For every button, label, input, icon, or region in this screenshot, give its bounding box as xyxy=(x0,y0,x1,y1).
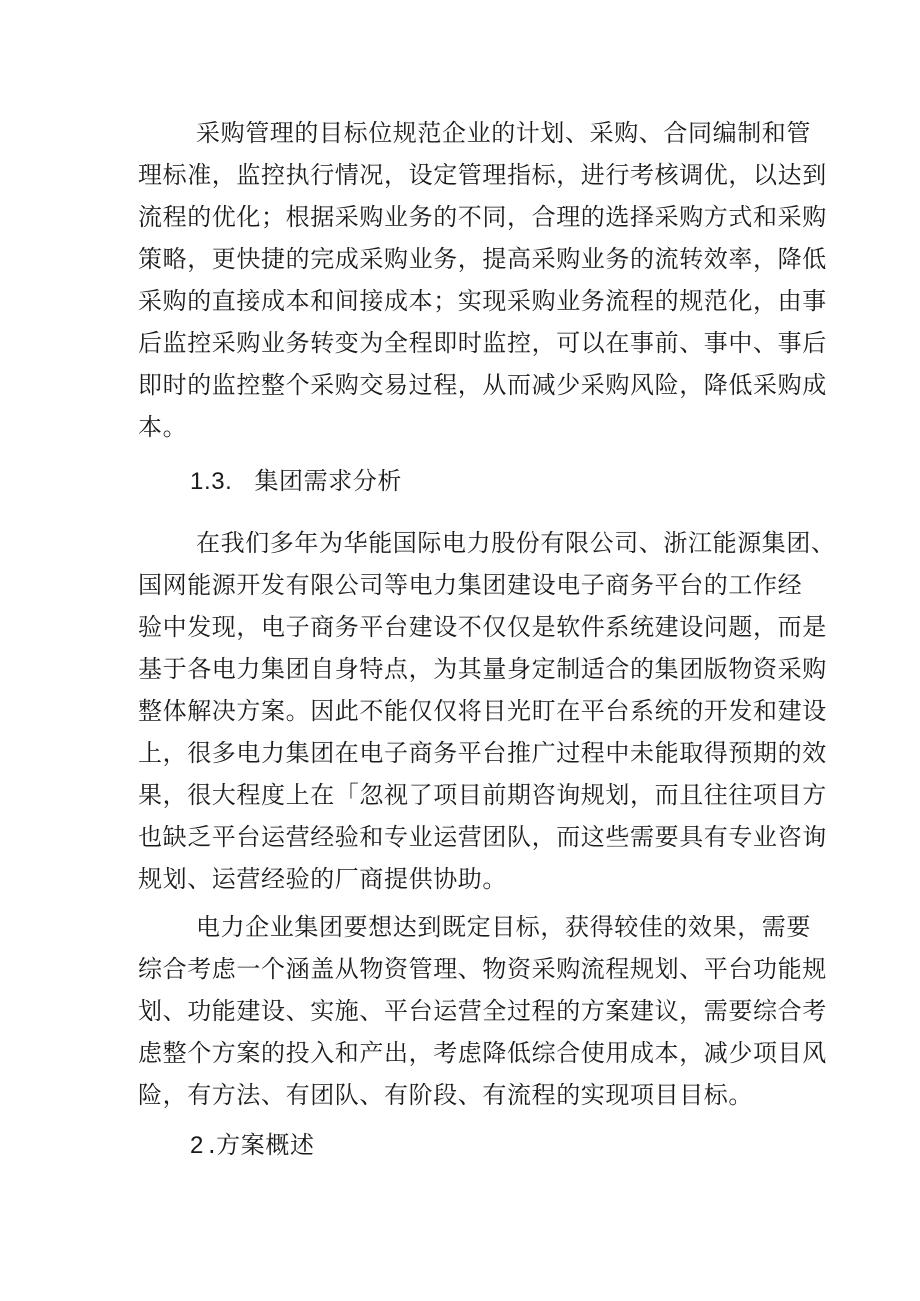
paragraph-line: 采购管理的目标位规范企业的计划、采购、合同编制和管 xyxy=(196,119,811,147)
section-heading-1-3 xyxy=(190,466,402,497)
paragraph-line: 流程的优化；根据采购业务的不同，合理的选择采购方式和采购 xyxy=(138,203,827,231)
paragraph-line: 理标准，监控执行情况，设定管理指标，进行考核调优，以达到 xyxy=(138,161,827,189)
paragraph-line: 电力企业集团要想达到既定目标，获得较佳的效果，需要 xyxy=(196,913,811,941)
paragraph-line: 规划、运营经验的厂商提供协助。 xyxy=(138,865,507,893)
paragraph-line: 验中发现，电子商务平台建设不仅仅是软件系统建设问题，而是 xyxy=(138,613,827,641)
paragraph-line: 整体解决方案。因此不能仅仅将目光盯在平台系统的开发和建设 xyxy=(138,697,827,725)
paragraph-line: 策略，更快捷的完成采购业务，提高采购业务的流转效率，降低 xyxy=(138,245,827,273)
section-number: 1.3. xyxy=(190,468,233,495)
section-title: 集团需求分析 xyxy=(254,467,403,495)
paragraph-line: 上，很多电力集团在电子商务平台推广过程中未能取得预期的效 xyxy=(138,739,827,767)
paragraph-line: 基于各电力集团自身特点，为其量身定制适合的集团版物资采购 xyxy=(138,655,827,683)
paragraph-line: 在我们多年为华能国际电力股份有限公司、浙江能源集团、 xyxy=(196,529,836,557)
paragraph-line: 采购的直接成本和间接成本；实现采购业务流程的规范化，由事 xyxy=(138,287,827,315)
paragraph-line: 果，很大程度上在「忽视了项目前期咨询规划，而且往往项目方 xyxy=(138,781,827,809)
paragraph-line: 即时的监控整个采购交易过程，从而减少采购风险，降低采购成 xyxy=(138,371,827,399)
paragraph-line: 也缺乏平台运营经验和专业运营团队，而这些需要具有专业咨询 xyxy=(138,823,827,851)
paragraph-line: 综合考虑一个涵盖从物资管理、物资采购流程规划、平台功能规 xyxy=(138,955,827,983)
paragraph-line: 本。 xyxy=(138,413,188,441)
paragraph-line: 虑整个方案的投入和产出，考虑降低综合使用成本，减少项目风 xyxy=(138,1039,827,1067)
section-number: 2 xyxy=(190,1132,204,1159)
paragraph-line: 划、功能建设、实施、平台运营全过程的方案建议，需要综合考 xyxy=(138,997,827,1025)
paragraph-line: 险，有方法、有团队、有阶段、有流程的实现项目目标。 xyxy=(138,1081,753,1109)
paragraph-line: 后监控采购业务转变为全程即时监控，可以在事前、事中、事后 xyxy=(138,329,827,357)
section-heading-2 xyxy=(190,1130,315,1161)
paragraph-line: 国网能源开发有限公司等电力集团建设电子商务平台的工作经 xyxy=(138,571,803,599)
section-title: .方案概述 xyxy=(207,1131,315,1159)
